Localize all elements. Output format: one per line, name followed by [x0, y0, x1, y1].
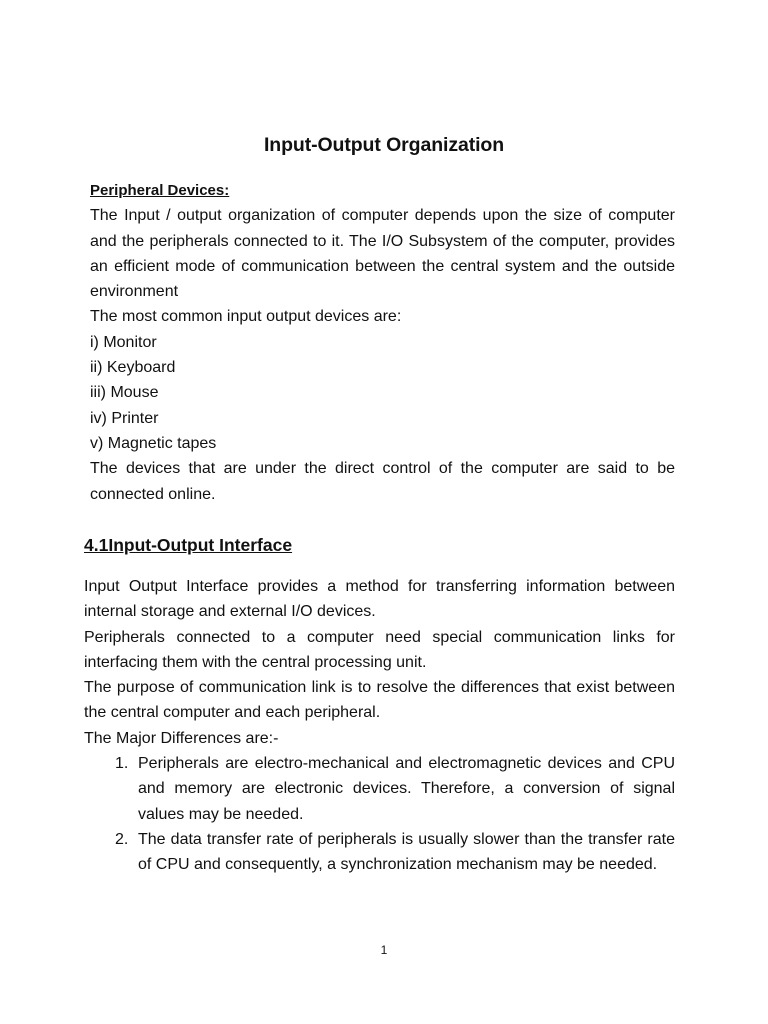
list-item-text: The data transfer rate of peripherals is usually slower than the transfer rate of CPU and consequently, a synchronization mechanism may be needed. — [138, 830, 675, 874]
paragraph-list-intro: The most common input output devices are: — [90, 308, 402, 326]
section-heading-io-interface: 4.1Input-Output Interface — [84, 535, 293, 555]
list-item — [84, 751, 675, 827]
device-item-magnetic-tapes: v) Magnetic tapes — [90, 434, 217, 452]
paragraph-major-differences: The Major Differences are:- — [84, 729, 279, 747]
page-number: 1 — [380, 943, 388, 957]
list-item — [84, 827, 675, 878]
page-title: Input-Output Organization — [263, 134, 505, 156]
device-item-keyboard: ii) Keyboard — [90, 359, 176, 377]
device-item-mouse: iii) Mouse — [90, 384, 159, 402]
device-item-printer: iv) Printer — [90, 409, 159, 427]
paragraph-interface-definition: Input Output Interface provides a method for transferring information between internal storage and external I/O devices. — [84, 578, 675, 621]
subheading-peripheral-devices: Peripheral Devices: — [90, 182, 230, 199]
section-io-interface — [84, 574, 675, 878]
paragraph-connected-online: The devices that are under the direct control of the computer are said to be connected online. — [90, 460, 675, 503]
section-peripheral-devices — [90, 178, 675, 507]
list-item-number: 1. — [115, 755, 129, 773]
differences-list — [84, 751, 675, 877]
device-item-monitor: i) Monitor — [90, 333, 157, 351]
paragraph-io-organization: The Input / output organization of computer depends upon the size of computer and the peripherals connected to it. The I/O Subsystem of the computer, provides an efficient mode of communication between the central system and the outside environment — [90, 207, 675, 301]
list-item-text: Peripherals are electro-mechanical and electromagnetic devices and CPU and memory are electronic devices. Therefore, a conversion of signal values may be needed. — [138, 755, 675, 823]
paragraph-link-purpose: The purpose of communication link is to resolve the differences that exist between the central computer and each peripheral. — [84, 679, 675, 722]
list-item-number: 2. — [115, 830, 129, 848]
paragraph-communication-links: Peripherals connected to a computer need special communication links for interfacing them with the central processing unit. — [84, 628, 675, 671]
